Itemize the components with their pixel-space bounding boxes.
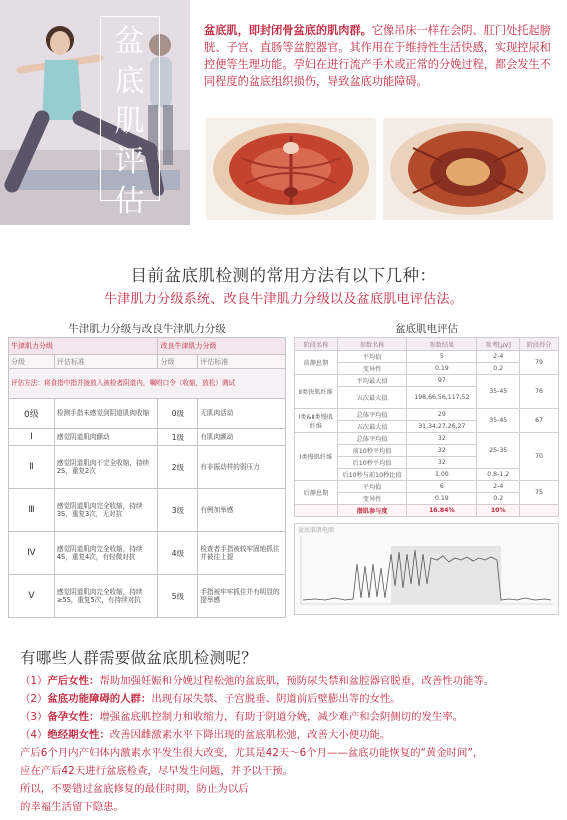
methods-heading: 目前盆底肌检测的常用方法有以下几种： bbox=[130, 266, 437, 285]
emg-graph bbox=[294, 523, 559, 615]
note-line: 的幸福生活留下隐患。 bbox=[20, 801, 124, 813]
score-cell: 76 bbox=[520, 375, 559, 409]
value-cell: 198,66,56,117,52 bbox=[407, 387, 477, 409]
table-row bbox=[295, 481, 559, 493]
table-row bbox=[295, 375, 559, 387]
table-row bbox=[295, 351, 559, 363]
note-line: 应在产后42天进行盆底检查，尽早发生问题，并予以干预。 bbox=[20, 765, 293, 777]
yoga-illustration bbox=[0, 0, 190, 225]
item-key: 备孕女性： bbox=[47, 711, 100, 723]
ref-cell: 0.8-1.2 bbox=[477, 469, 520, 481]
anatomy-image-1 bbox=[206, 118, 376, 220]
table-row bbox=[295, 409, 559, 421]
grade-cell: Ⅱ bbox=[9, 446, 55, 489]
param-cell: 五次最大值 bbox=[337, 387, 407, 409]
who-list bbox=[20, 672, 560, 816]
value-cell: 0.19 bbox=[407, 493, 477, 505]
ref-cell: 25-35 bbox=[477, 433, 520, 469]
table-row bbox=[9, 532, 286, 575]
param-cell: 总体平均值 bbox=[337, 409, 407, 421]
highlight-row bbox=[295, 505, 559, 517]
list-item bbox=[20, 726, 560, 744]
param-cell: 后10秒与前10秒比值 bbox=[337, 469, 407, 481]
standard-cell: 有非振动样的弱压力 bbox=[198, 446, 286, 489]
standard-cell: 感觉阴道肌肉完全收缩，持续4S，重复4次，有轻微对抗 bbox=[54, 532, 158, 575]
standard-cell: 感觉阴道肌肉完全收缩，持续≥5S，重复5次，有持续对抗 bbox=[54, 575, 158, 618]
ref-cell: 2-4 bbox=[477, 351, 520, 363]
stage-cell: Ⅰ类&Ⅱ类慢肌纤维 bbox=[295, 409, 338, 433]
item-text: 改善因雌激素水平下降出现的盆底肌松弛，改善大小便功能。 bbox=[109, 729, 391, 741]
standard-cell: 感觉阴道肌肉不完全收缩，持续2S，重复2次 bbox=[54, 446, 158, 489]
intro-body: 它像吊床一样在会阴、肛门处托起膀胱、子宫、直肠等盆腔器官。其作用在于维持性生活快感，实现控尿和控便等生理功能。孕妇在进行流产手术或正常的分娩过程，都会发生不同程度的盆底组织损伤，导致盆底功能障碍。 bbox=[204, 24, 551, 88]
table-row bbox=[295, 433, 559, 445]
grade-cell: Ⅲ bbox=[9, 489, 55, 532]
standard-cell: 感觉阴道肌肉颤动 bbox=[54, 429, 158, 446]
grade-cell: 4级 bbox=[158, 532, 198, 575]
table-row bbox=[9, 446, 286, 489]
value-cell: 32 bbox=[407, 433, 477, 445]
score-cell: 67 bbox=[520, 409, 559, 433]
grade-cell: 3级 bbox=[158, 489, 198, 532]
item-number: （2） bbox=[20, 693, 48, 705]
emg-header: 参考[μV] bbox=[477, 338, 520, 351]
item-key: 盆底功能障碍的人群： bbox=[47, 693, 152, 705]
param-cell: 总体平均值 bbox=[337, 433, 407, 445]
table-row bbox=[9, 489, 286, 532]
stage-cell: Ⅱ类快肌纤维 bbox=[295, 375, 338, 409]
value-cell: 6 bbox=[407, 481, 477, 493]
item-number: （1） bbox=[20, 675, 48, 687]
standard-cell: 有肌肉颤动 bbox=[198, 429, 286, 446]
standard-cell: 检测手指未感觉到阴道肌肉收缩 bbox=[54, 399, 158, 429]
ref-cell: 0.2 bbox=[477, 363, 520, 375]
emg-header: 参数名称 bbox=[337, 338, 407, 351]
col-oxford: 牛津肌力分级 bbox=[9, 338, 158, 355]
ref-cell: 0.2 bbox=[477, 493, 520, 505]
param-cell: 前10秒平均值 bbox=[337, 445, 407, 457]
stage-cell: Ⅰ类慢肌纤维 bbox=[295, 433, 338, 481]
param-cell: 变异性 bbox=[337, 363, 407, 375]
score-cell: 70 bbox=[520, 433, 559, 481]
value-cell: 32 bbox=[407, 445, 477, 457]
value-cell: 31,34,27,26,27 bbox=[407, 421, 477, 433]
oxford-table bbox=[8, 337, 286, 618]
emg-header: 参数结果 bbox=[407, 338, 477, 351]
hero-photo bbox=[0, 0, 190, 225]
sub-grade-2: 分级 bbox=[158, 355, 198, 369]
grade-cell: 5级 bbox=[158, 575, 198, 618]
page-title: 盆底肌评估 bbox=[114, 24, 146, 219]
value-cell: 5 bbox=[407, 351, 477, 363]
score-cell: 79 bbox=[520, 351, 559, 375]
ref-cell: 35-45 bbox=[477, 409, 520, 433]
param-cell: 后10秒平均值 bbox=[337, 457, 407, 469]
value-cell: 1.00 bbox=[407, 469, 477, 481]
sub-standard: 评估标准 bbox=[54, 355, 158, 369]
standard-cell: 无肌肉活动 bbox=[198, 399, 286, 429]
item-number: （4） bbox=[20, 729, 48, 741]
item-number: （3） bbox=[20, 711, 48, 723]
standard-cell: 感觉阴道肌肉完全收缩，持续3S，重复3次，无对抗 bbox=[54, 489, 158, 532]
item-text: 帮助加强妊娠和分娩过程松弛的盆底肌，预防尿失禁和盆腔器官脱垂，改善性功能等。 bbox=[99, 675, 495, 687]
grade-cell: 2级 bbox=[158, 446, 198, 489]
ref-cell: 2-4 bbox=[477, 481, 520, 493]
value-cell: 0.19 bbox=[407, 363, 477, 375]
grade-cell: 0级 bbox=[9, 399, 55, 429]
who-heading: 有哪些人群需要做盆底肌检测呢？ bbox=[20, 649, 258, 667]
note-line: 所以，不要错过盆底修复的最佳时期，防止为以后 bbox=[20, 783, 249, 795]
standard-cell: 检查者手指被较牢固地抓住并被往上提 bbox=[198, 532, 286, 575]
grade-cell: 1级 bbox=[158, 429, 198, 446]
grade-cell: Ⅳ bbox=[9, 532, 55, 575]
table-row bbox=[9, 575, 286, 618]
emg-table bbox=[294, 337, 559, 517]
value-cell: 97 bbox=[407, 375, 477, 387]
list-item bbox=[20, 672, 560, 690]
emg-header: 阶段得分 bbox=[520, 338, 559, 351]
item-text: 出现有尿失禁、子宫脱垂、阴道前后壁膨出等的女性。 bbox=[151, 693, 401, 705]
list-item bbox=[20, 708, 560, 726]
score-cell: 75 bbox=[520, 481, 559, 505]
emg-waveform bbox=[295, 524, 558, 614]
standard-cell: 有例加举感 bbox=[198, 489, 286, 532]
emg-table-title: 盆底肌电评估 bbox=[395, 323, 458, 335]
intro-paragraph bbox=[204, 22, 558, 90]
assessment-method: 评估方法：将食指中指并拢放入被检者阴道内，嘱咐口令（收缩，放松）测试 bbox=[9, 369, 286, 399]
standard-cell: 手指被牢牢抓住并有明显的提举感 bbox=[198, 575, 286, 618]
value-cell: 29 bbox=[407, 409, 477, 421]
emg-header: 阶段名称 bbox=[295, 338, 338, 351]
sub-standard-2: 评估标准 bbox=[198, 355, 286, 369]
item-key: 产后女性： bbox=[47, 675, 100, 687]
ref-cell: 35-45 bbox=[477, 375, 520, 409]
methods-subheading: 牛津肌力分级系统、改良牛津肌力分级以及盆底肌电评估法。 bbox=[103, 292, 464, 307]
grade-cell: 0级 bbox=[158, 399, 198, 429]
sub-grade: 分级 bbox=[9, 355, 55, 369]
value-cell: 32 bbox=[407, 457, 477, 469]
param-cell: 潜肌参与度 bbox=[337, 505, 407, 517]
grade-cell: Ⅰ bbox=[9, 429, 55, 446]
stage-cell: 前静息期 bbox=[295, 351, 338, 375]
param-cell: 五次最大值 bbox=[337, 421, 407, 433]
grade-cell: Ⅴ bbox=[9, 575, 55, 618]
stage-cell: 后静息期 bbox=[295, 481, 338, 505]
item-key: 绝经期女性： bbox=[47, 729, 110, 741]
param-cell: 平均值 bbox=[337, 481, 407, 493]
table-row bbox=[9, 399, 286, 429]
col-modified-oxford: 改良牛津肌力分级 bbox=[158, 338, 286, 355]
anatomy-image-2 bbox=[383, 118, 553, 220]
table-row bbox=[9, 429, 286, 446]
intro-lead: 盆底肌，即封闭骨盆底的肌肉群。 bbox=[204, 24, 372, 37]
note-line: 产后6个月内产妇体内激素水平发生很大改变，尤其是42天～6个月——盆底功能恢复的“黄金时间”， bbox=[20, 747, 484, 759]
item-text: 增强盆底肌控制力和收缩力，有助于阴道分娩，减少难产和会阴侧切的发生率。 bbox=[99, 711, 464, 723]
param-cell: 变异性 bbox=[337, 493, 407, 505]
param-cell: 平均最大值 bbox=[337, 375, 407, 387]
ref-cell: 10% bbox=[477, 505, 520, 517]
graph-title: 盆底肌肌电图 bbox=[298, 527, 335, 534]
oxford-table-title: 牛津肌力分级与改良牛津肌力分级 bbox=[68, 323, 226, 335]
list-item bbox=[20, 690, 560, 708]
value-cell: 16.84% bbox=[407, 505, 477, 517]
param-cell: 平均值 bbox=[337, 351, 407, 363]
